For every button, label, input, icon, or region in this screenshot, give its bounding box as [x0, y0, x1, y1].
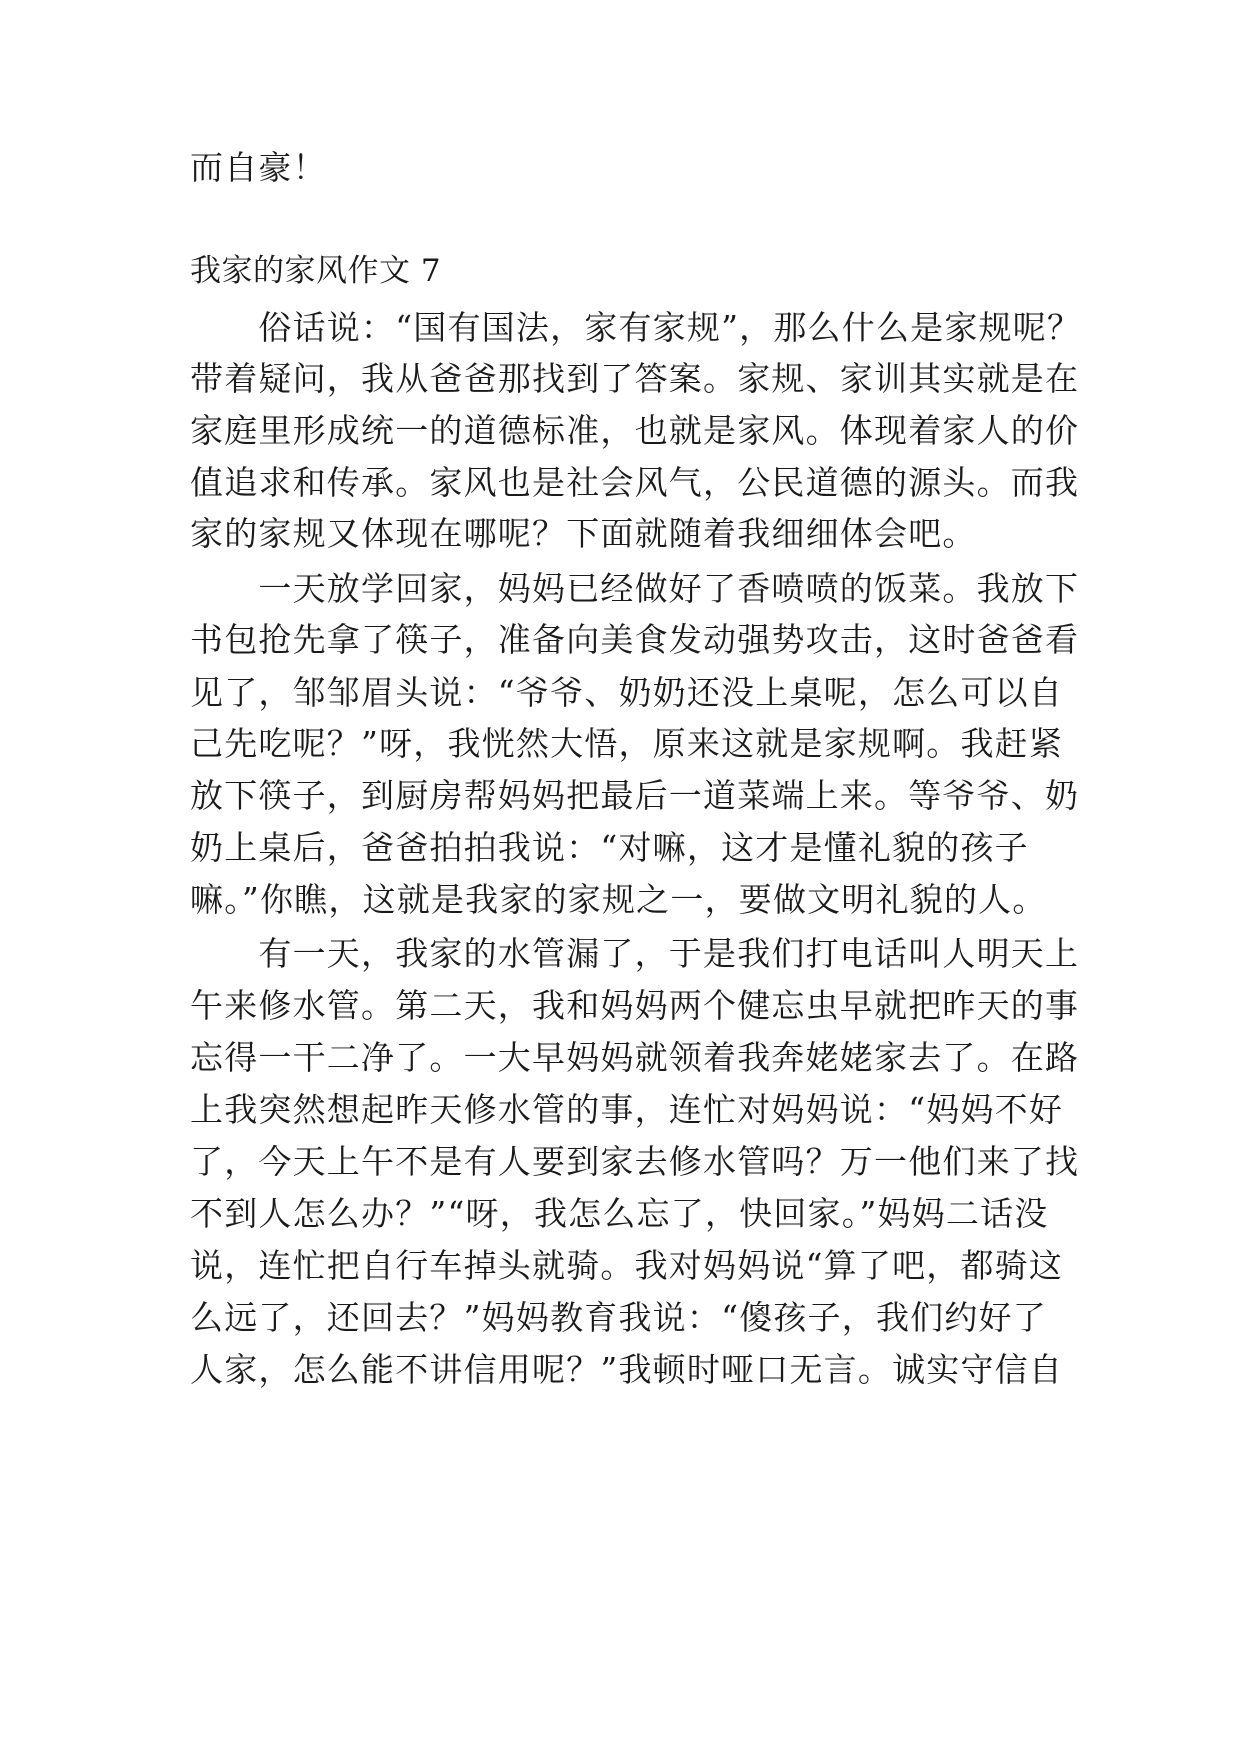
text-line: 见了，邹邹眉头说：“爷爷、奶奶还没上桌呢，怎么可以自	[190, 673, 1064, 712]
text-line: 忘得一干二净了。一大早妈妈就领着我奔姥姥家去了。在路	[190, 1038, 1080, 1077]
text-line: 午来修水管。第二天，我和妈妈两个健忘虫早就把昨天的事	[190, 986, 1080, 1025]
text-line: 家庭里形成统一的道德标准，也就是家风。体现着家人的价	[190, 411, 1080, 450]
text-line: 书包抢先拿了筷子，准备向美食发动强势攻击，这时爸爸看	[190, 620, 1080, 659]
text-line: 说，连忙把自行车掉头就骑。我对妈妈说“算了吧，都骑这	[190, 1246, 1064, 1285]
text-line: 上我突然想起昨天修水管的事，连忙对妈妈说：“妈妈不好	[190, 1090, 1064, 1129]
text-line: 奶上桌后，爸爸拍拍我说：“对嘛，这才是懂礼貌的孩子	[190, 828, 1029, 867]
text-line: 一天放学回家，妈妈已经做好了香喷喷的饭菜。我放下	[190, 569, 1080, 608]
leading-fragment: 而自豪！	[190, 148, 327, 187]
text-line: 家的家规又体现在哪呢？下面就随着我细细体会吧。	[190, 514, 977, 553]
text-line: 不到人怎么办？”“呀，我怎么忘了，快回家。”妈妈二话没	[190, 1194, 1049, 1233]
text-line: 带着疑问，我从爸爸那找到了答案。家规、家训其实就是在	[190, 359, 1080, 398]
text-line: 放下筷子，到厨房帮妈妈把最后一道菜端上来。等爷爷、奶	[190, 776, 1080, 815]
text-line: 了，今天上午不是有人要到家去修水管吗？万一他们来了找	[190, 1142, 1080, 1181]
text-line: 有一天，我家的水管漏了，于是我们打电话叫人明天上	[190, 934, 1080, 973]
essay-title: 我家的家风作文 7	[190, 253, 442, 289]
text-line: 己先吃呢？”呀，我恍然大悟，原来这就是家规啊。我赶紧	[190, 724, 1064, 763]
text-line: 人家，怎么能不讲信用呢？”我顿时哑口无言。诚实守信自	[190, 1350, 1064, 1389]
text-line: 嘛。”你瞧，这就是我家的家规之一，要做文明礼貌的人。	[190, 880, 1047, 919]
text-line: 俗话说：“国有国法，家有家规”，那么什么是家规呢？	[190, 308, 1082, 347]
text-line: 么远了，还回去？”妈妈教育我说：“傻孩子，我们约好了	[190, 1298, 1047, 1337]
text-line: 值追求和传承。家风也是社会风气，公民道德的源头。而我	[190, 463, 1080, 502]
